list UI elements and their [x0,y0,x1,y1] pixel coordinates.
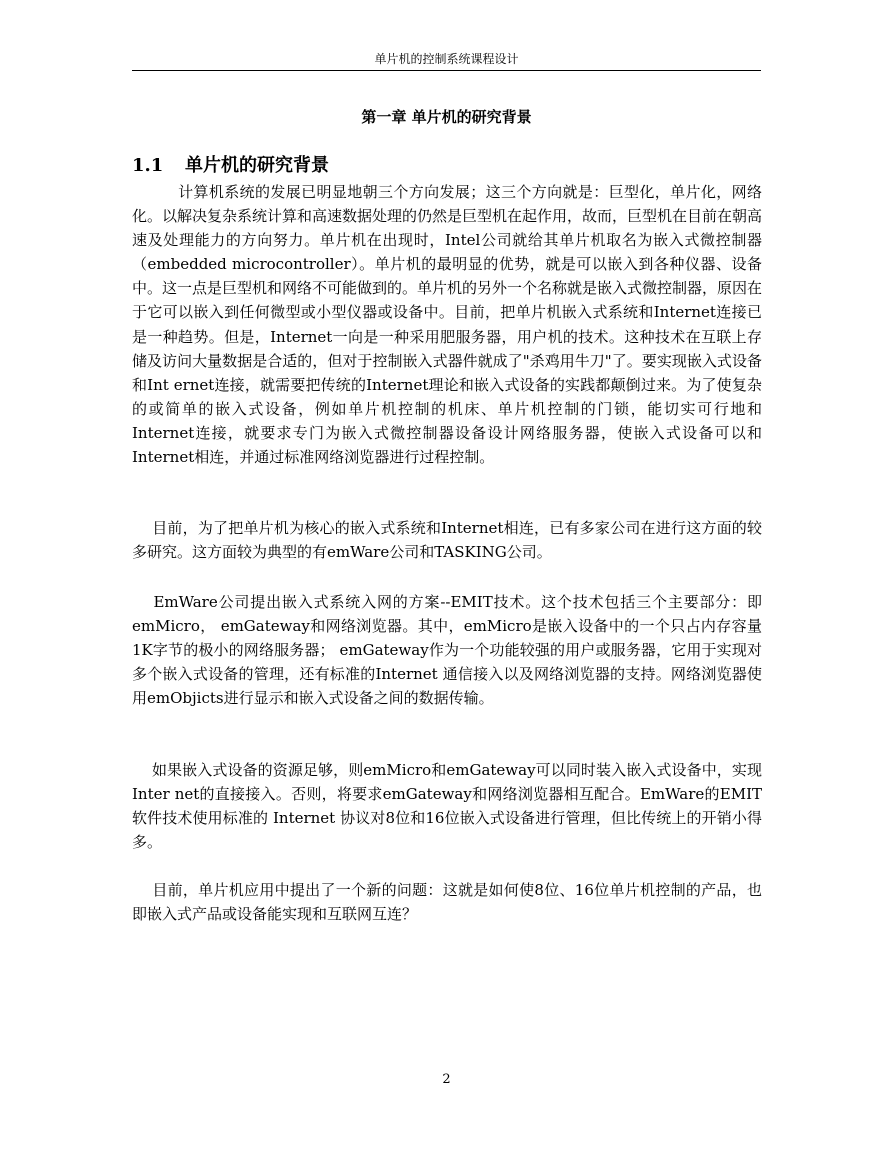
section-number: 1.1 [132,155,164,176]
body-paragraph-2: 目前，为了把单片机为核心的嵌入式系统和Internet相连，已有多家公司在进行这方面的较多研究。这方面较为典型的有emWare公司和TASKING公司。 [132,519,762,562]
body-paragraph-1: 计算机系统的发展已明显地朝三个方向发展；这三个方向就是：巨型化，单片化，网络化。以解决复杂系统计算和高速数据处理的仍然是巨型机在起作用，故而，巨型机在目前在朝高速及处理能力的方向努力。单片机在出现时，Intel公司就给其单片机取名为嵌入式微控制器（embedded microcontroller）。单片机的最明显的优势，就是可以嵌入到各种仪器、设备中。这一点是巨型机和网络不可能做到的。单片机的另外一个名称就是嵌入式微控制器，原因在于它可以嵌入到任何微型或小型仪器或设备中。目前，把单片机嵌入式系统和Internet连接已是一种趋势。但是，Internet一向是一种采用肥服务器，用户机的技术。这种技术在互联上存储及访问大量数据是合适的，但对于控制嵌入式器件就成了"杀鸡用牛刀"了。要实现嵌入式设备和Int ernet连接，就需要把传统的Internet理论和嵌入式设备的实践都颠倒过来。为了使复杂的或简单的嵌入式设备，例如单片机控制的机床、单片机控制的门锁，能切实可行地和Internet连接，就要求专门为嵌入式微控制器设备设计网络服务器，使嵌入式设备可以和Internet相连，并通过标准网络浏览器进行过程控制。 [132,183,763,467]
running-header: 单片机的控制系统课程设计 [374,52,519,66]
section-title: 单片机的研究背景 [185,155,329,176]
body-paragraph-4: 如果嵌入式设备的资源足够，则emMicro和emGateway可以同时装入嵌入式设备中，实现Inter net的直接接入。否则，将要求emGateway和网络浏览器相互配合。EmWare的EMIT软件技术使用标准的 Internet 协议对8位和16位嵌入式设备进行管理，但比传统上的开销小得多。 [132,761,762,852]
body-paragraph-3: EmWare公司提出嵌入式系统入网的方案--EMIT技术。这个技术包括三个主要部分：即emMicro， emGateway和网络浏览器。其中，emMicro是嵌入设备中的一个只占内存容量1K字节的极小的网络服务器； emGateway作为一个功能较强的用户或服务器，它用于实现对多个嵌入式设备的管理，还有标准的Internet 通信接入以及网络浏览器的支持。网络浏览器使用emObjicts进行显示和嵌入式设备之间的数据传输。 [132,593,762,708]
section-heading [132,154,761,178]
header-rule [132,70,761,71]
body-paragraph-5: 目前，单片机应用中提出了一个新的问题：这就是如何使8位、16位单片机控制的产品，也即嵌入式产品或设备能实现和互联网互连？ [132,881,762,924]
page-number: 2 [442,1072,451,1087]
chapter-title: 第一章 单片机的研究背景 [361,108,532,126]
